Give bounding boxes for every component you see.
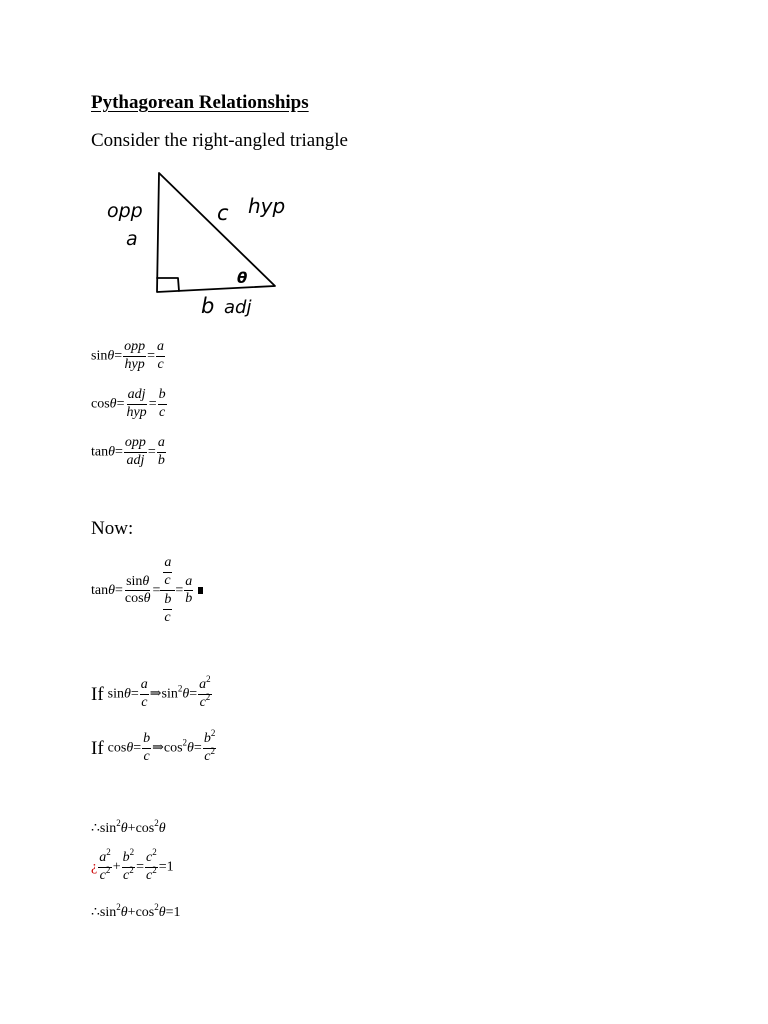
equation-if-sin: If sinθ= $\frac{a}{c}$ $\Rightarrow\sin^2\theta=$ $\frac{a^2}{c^2}$ [91,674,211,710]
label-opp: opp [107,200,143,222]
triangle-figure [100,165,300,325]
page-title: Pythagorean Relationships [91,92,309,113]
end-marker [198,587,203,594]
equation-if-cos: If cosθ= $\frac{b}{c}$ $\Rightarrow\cos^2\theta=$ $\frac{b^2}{c^2}$ [91,728,216,764]
label-b: b [201,294,215,318]
equation-substitution: ¿ $\frac{a^2}{c^2}$ + $\frac{b^2}{c^2}$ = $\frac{c^2}{c^2}$ =1 [91,847,174,883]
error-glyph: ¿ [91,859,98,875]
triangle-shape [157,173,275,292]
equation-sin: sinθ= $\frac{\text{opp}}{\text{hyp}}$ = $\frac{a}{c}$ [91,339,165,372]
label-hyp: hyp [248,194,286,218]
equation-tan-ratio: tanθ= $\frac{\sin\theta}{\cos\theta}$ = $\frac{\frac{a}{c}}{\frac{b}{c}}$ = $\frac{a}{b}$ [91,556,203,626]
equation-sum: $\therefore\sin^2\theta+\cos^2\theta$ [91,818,166,836]
right-angle-marker [157,278,179,291]
equation-identity: $\therefore\sin^2\theta+\cos^2\theta=1$ [91,902,181,920]
equation-tan: tanθ= $\frac{\text{opp}}{\text{adj}}$ = $\frac{a}{b}$ [91,435,165,468]
equation-cos: cosθ= $\frac{\text{adj}}{\text{hyp}}$ = $\frac{b}{c}$ [91,387,166,420]
label-a: a [126,228,138,250]
label-theta: θ [237,269,248,287]
label-c: c [217,201,229,225]
label-adj: adj [224,297,252,318]
intro-text: Consider the right-angled triangle [91,130,348,151]
now-heading: Now: [91,518,134,539]
